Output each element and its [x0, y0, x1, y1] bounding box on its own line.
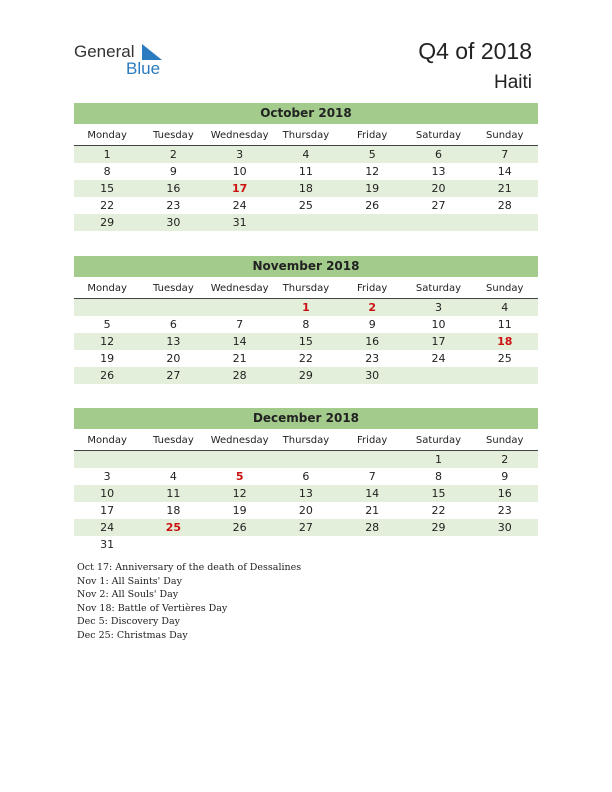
- day-cell: 28: [365, 521, 380, 534]
- day-cell: 12: [365, 165, 380, 178]
- day-cell: 20: [166, 352, 181, 365]
- day-cell: 23: [365, 352, 380, 365]
- day-cell: 23: [497, 504, 512, 517]
- day-cell: 7: [368, 470, 376, 483]
- day-cell: 25: [298, 199, 313, 212]
- day-cell: 2: [501, 453, 509, 466]
- day-cell: 24: [232, 199, 247, 212]
- day-cell: [140, 536, 206, 553]
- day-cell: 1: [434, 453, 442, 466]
- day-cell: 18: [298, 182, 313, 195]
- day-cell: 26: [100, 369, 115, 382]
- day-cell: 4: [169, 470, 177, 483]
- day-cell: [74, 299, 140, 316]
- logo-blue-text: Blue: [126, 59, 161, 78]
- day-cell: 3: [434, 301, 442, 314]
- logo-triangle-icon: [142, 44, 162, 60]
- day-cell: 14: [497, 165, 512, 178]
- day-cell: 16: [497, 487, 512, 500]
- day-cell: 27: [298, 521, 313, 534]
- day-cell: 18: [166, 504, 181, 517]
- holiday-note: Oct 17: Anniversary of the death of Dessalines: [77, 562, 302, 573]
- day-cell: [405, 367, 471, 384]
- day-cell: 29: [100, 216, 115, 229]
- month-title: October 2018: [74, 103, 538, 124]
- week-row: [74, 299, 538, 316]
- day-cell: 25: [497, 352, 512, 365]
- week-row: [74, 316, 538, 333]
- day-cell: 19: [365, 182, 380, 195]
- day-cell: 31: [232, 216, 247, 229]
- day-cell: 8: [103, 165, 111, 178]
- weekday-label: Sunday: [486, 283, 524, 294]
- day-cell: 6: [302, 470, 310, 483]
- day-cell: 3: [236, 148, 244, 161]
- day-cell: 2: [169, 148, 177, 161]
- week-row: [74, 468, 538, 485]
- week-row: [74, 451, 538, 468]
- week-row: [74, 367, 538, 384]
- day-cell: 19: [100, 352, 115, 365]
- weekday-label: Tuesday: [153, 283, 194, 294]
- day-cell: 22: [100, 199, 115, 212]
- day-cell: [74, 451, 140, 468]
- holiday-note: Dec 25: Christmas Day: [77, 629, 188, 641]
- day-cell: 14: [365, 487, 380, 500]
- day-cell: 10: [431, 318, 446, 331]
- day-cell: 13: [431, 165, 446, 178]
- day-cell: 21: [365, 504, 380, 517]
- day-cell: 16: [365, 335, 380, 348]
- weekday-label: Sunday: [486, 130, 524, 141]
- weekday-label: Monday: [87, 283, 127, 294]
- day-cell: 5: [368, 148, 376, 161]
- day-cell: 4: [501, 301, 509, 314]
- month-calendar: [74, 256, 538, 384]
- week-row: [74, 485, 538, 502]
- week-row: [74, 350, 538, 367]
- day-cell: 23: [166, 199, 181, 212]
- day-cell: 4: [302, 148, 310, 161]
- day-cell: 1: [103, 148, 111, 161]
- day-cell: 7: [501, 148, 509, 161]
- day-cell: 20: [298, 504, 313, 517]
- weekday-label: Thursday: [282, 283, 330, 294]
- day-cell: 6: [169, 318, 177, 331]
- week-row: [74, 214, 538, 231]
- holiday-note: Dec 5: Discovery Day: [77, 616, 180, 627]
- week-row: [74, 502, 538, 519]
- day-cell: [207, 299, 273, 316]
- day-cell: 28: [497, 199, 512, 212]
- day-cell: 17: [431, 335, 446, 348]
- week-row: [74, 519, 538, 536]
- holiday-notes: [77, 561, 301, 642]
- day-cell: 17: [100, 504, 115, 517]
- day-cell: 27: [431, 199, 446, 212]
- day-cell: 9: [501, 470, 509, 483]
- day-cell: 24: [100, 521, 115, 534]
- day-cell: 9: [169, 165, 177, 178]
- day-cell: 29: [298, 369, 313, 382]
- month-calendar: [74, 408, 538, 553]
- weekday-label: Saturday: [415, 435, 461, 446]
- weekday-label: Tuesday: [153, 435, 194, 446]
- day-cell: [140, 451, 206, 468]
- day-cell: 16: [166, 182, 181, 195]
- day-cell: [339, 214, 405, 231]
- holiday-note: Nov 1: All Saints' Day: [77, 575, 182, 587]
- weekday-label: Sunday: [486, 435, 524, 446]
- day-cell: 22: [298, 352, 313, 365]
- day-cell: 3: [103, 470, 111, 483]
- day-cell: [140, 299, 206, 316]
- day-cell: [273, 536, 339, 553]
- day-cell: 21: [497, 182, 512, 195]
- day-cell: 11: [497, 318, 512, 331]
- week-row: [74, 180, 538, 197]
- day-cell: 8: [302, 318, 310, 331]
- logo-general-text: General: [74, 42, 135, 61]
- weekday-header-row: [74, 127, 538, 146]
- week-row: [74, 333, 538, 350]
- day-cell: [472, 536, 538, 553]
- weekday-label: Saturday: [415, 130, 461, 141]
- day-cell: 19: [232, 504, 247, 517]
- week-row: [74, 197, 538, 214]
- day-cell: 14: [232, 335, 247, 348]
- holiday-day-cell: 25: [165, 521, 182, 534]
- page-title: Q4 of 2018: [418, 38, 532, 64]
- day-cell: 22: [431, 504, 446, 517]
- day-cell: [472, 367, 538, 384]
- weekday-label: Friday: [357, 283, 388, 294]
- weekday-label: Thursday: [282, 130, 330, 141]
- holiday-day-cell: 2: [368, 301, 377, 314]
- holiday-day-cell: 5: [235, 470, 244, 483]
- day-cell: 20: [431, 182, 446, 195]
- day-cell: [207, 536, 273, 553]
- day-cell: 6: [434, 148, 442, 161]
- day-cell: 9: [368, 318, 376, 331]
- weekday-label: Thursday: [282, 435, 330, 446]
- day-cell: 31: [100, 538, 115, 551]
- weekday-label: Friday: [357, 130, 388, 141]
- weekday-label: Tuesday: [153, 130, 194, 141]
- weekday-label: Monday: [87, 435, 127, 446]
- day-cell: 15: [431, 487, 446, 500]
- week-row: [74, 536, 538, 553]
- day-cell: 28: [232, 369, 247, 382]
- weekday-label: Wednesday: [210, 435, 269, 446]
- day-cell: [207, 451, 273, 468]
- weekday-header-row: [74, 432, 538, 451]
- holiday-day-cell: 18: [497, 335, 513, 348]
- weekday-label: Friday: [357, 435, 388, 446]
- weekday-label: Wednesday: [210, 130, 269, 141]
- month-title: December 2018: [74, 408, 538, 429]
- day-cell: 8: [434, 470, 442, 483]
- day-cell: 15: [298, 335, 313, 348]
- day-cell: 12: [100, 335, 115, 348]
- weekday-header-row: [74, 280, 538, 299]
- day-cell: 11: [298, 165, 313, 178]
- day-cell: 27: [166, 369, 181, 382]
- day-cell: 21: [232, 352, 247, 365]
- month-title: November 2018: [74, 256, 538, 277]
- day-cell: 11: [166, 487, 181, 500]
- day-cell: 12: [232, 487, 247, 500]
- day-cell: 13: [166, 335, 181, 348]
- day-cell: 29: [431, 521, 446, 534]
- day-cell: 13: [298, 487, 313, 500]
- day-cell: 24: [431, 352, 446, 365]
- day-cell: 10: [232, 165, 247, 178]
- holiday-note: Nov 2: All Souls' Day: [77, 589, 179, 600]
- day-cell: 30: [166, 216, 181, 229]
- holiday-day-cell: 17: [232, 182, 248, 195]
- week-row: [74, 163, 538, 180]
- day-cell: 26: [365, 199, 380, 212]
- day-cell: [273, 451, 339, 468]
- day-cell: [339, 451, 405, 468]
- weekday-label: Wednesday: [210, 283, 269, 294]
- week-row: [74, 146, 538, 163]
- day-cell: 10: [100, 487, 115, 500]
- day-cell: 26: [232, 521, 247, 534]
- day-cell: [405, 214, 471, 231]
- day-cell: [472, 214, 538, 231]
- weekday-label: Saturday: [415, 283, 461, 294]
- weekday-label: Monday: [87, 130, 127, 141]
- day-cell: [339, 536, 405, 553]
- holiday-day-cell: 1: [302, 301, 310, 314]
- logo: [74, 42, 174, 82]
- day-cell: 7: [236, 318, 244, 331]
- country-name: Haiti: [493, 72, 532, 93]
- day-cell: 5: [103, 318, 111, 331]
- month-calendar: [74, 103, 538, 231]
- day-cell: 30: [365, 369, 380, 382]
- day-cell: 15: [100, 182, 115, 195]
- day-cell: [273, 214, 339, 231]
- day-cell: [405, 536, 471, 553]
- holiday-note: Nov 18: Battle of Vertières Day: [77, 602, 228, 614]
- day-cell: 30: [497, 521, 512, 534]
